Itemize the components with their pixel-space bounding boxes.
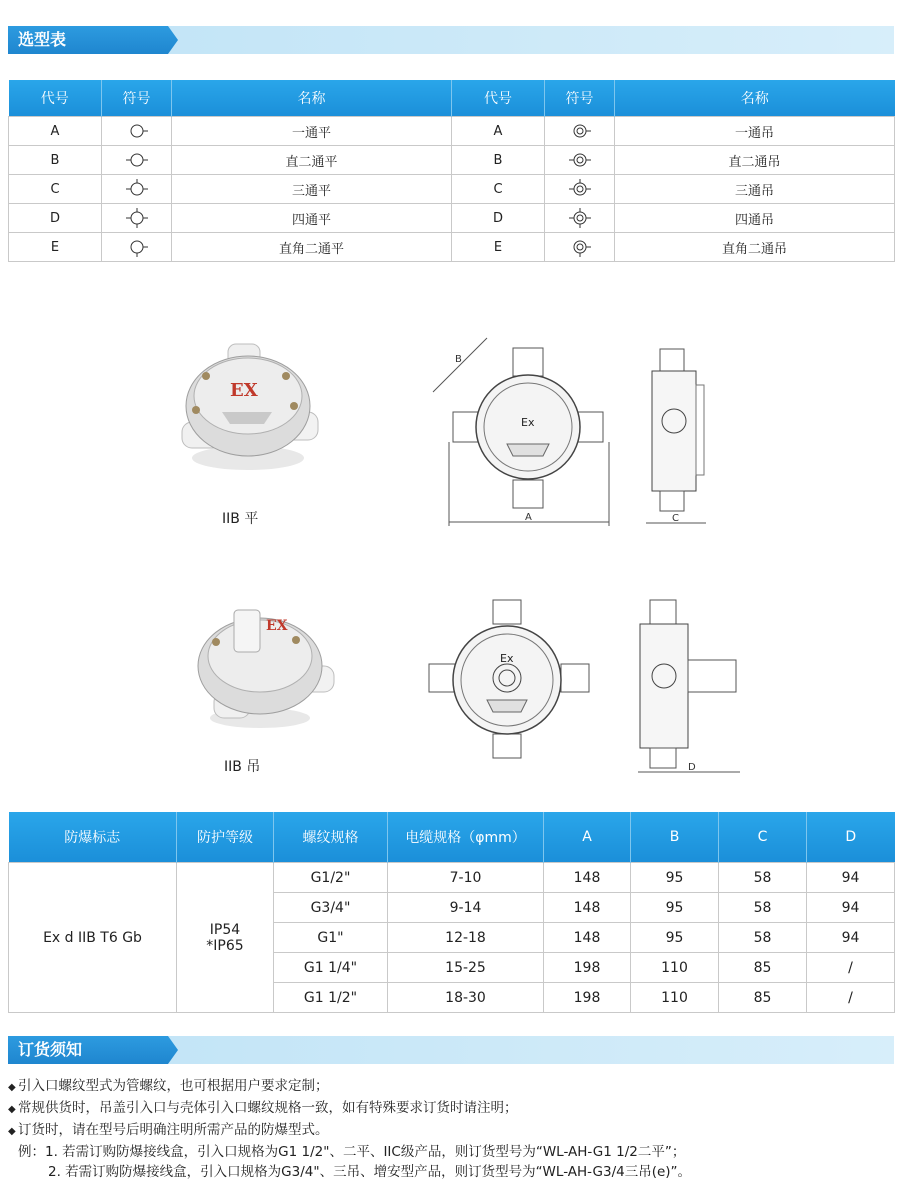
col-header-code: 代号: [452, 80, 545, 117]
dim-label-d-hanging: D: [688, 762, 696, 773]
cell-thread: G1": [274, 923, 388, 953]
table-row: [9, 117, 895, 146]
note-example: 2. 若需订购防爆接线盒，引入口规格为G3/4"、三吊、增安型产品，则订货型号为“WL-AH-G3/4三吊(e)”。: [48, 1164, 692, 1180]
cell-name: 直二通吊: [615, 146, 895, 175]
cell-d: /: [807, 953, 895, 983]
table-row: [9, 204, 895, 233]
one-way-hanging-icon: [566, 120, 594, 142]
cell-c: 58: [719, 893, 807, 923]
table-row: [9, 233, 895, 262]
cell-code: B: [452, 146, 545, 175]
right-angle-two-way-hanging-icon: [566, 236, 594, 258]
cell-name: 直角二通吊: [615, 233, 895, 262]
cell-thread: G1 1/2": [274, 983, 388, 1013]
cell-code: C: [9, 175, 102, 204]
cell-a: 198: [544, 953, 631, 983]
table-row: [9, 175, 895, 204]
cell-cable: 7-10: [388, 863, 544, 893]
cell-symbol: [102, 117, 172, 146]
cell-code: E: [452, 233, 545, 262]
table-row: [9, 146, 895, 175]
col-header-cable: 电缆规格（φmm）: [388, 812, 544, 863]
col-header-d: D: [807, 812, 895, 863]
cell-a: 148: [544, 893, 631, 923]
cell-symbol: [545, 175, 615, 204]
note-example: 例：1. 若需订购防爆接线盒，引入口规格为G1 1/2"、二平、IIC级产品，则订货型号为“WL-AH-G1 1/2二平”；: [18, 1144, 686, 1160]
cell-symbol: [102, 233, 172, 262]
cell-thread: G1 1/4": [274, 953, 388, 983]
cell-name: 直二通平: [172, 146, 452, 175]
four-way-flat-icon: [123, 207, 151, 229]
cell-c: 85: [719, 953, 807, 983]
cell-protection: [177, 863, 274, 1013]
col-header-symbol: 符号: [102, 80, 172, 117]
section-header-ordering: [8, 1036, 894, 1064]
col-header-a: A: [544, 812, 631, 863]
protection-level: IP54: [209, 921, 241, 938]
cell-a: 148: [544, 863, 631, 893]
cell-d: 94: [807, 863, 895, 893]
cell-symbol: [102, 204, 172, 233]
cell-cable: 12-18: [388, 923, 544, 953]
ex-mark-hanging-photo: EX: [266, 618, 288, 634]
dim-label-a-flat: A: [525, 512, 532, 523]
four-way-hanging-icon: [566, 207, 594, 229]
spec-table: [8, 812, 895, 1013]
note-item: ◆ 引入口螺纹型式为管螺纹，也可根据用户要求定制；: [8, 1076, 894, 1098]
section-header-selection: [8, 26, 894, 54]
dim-label-c-flat: C: [672, 513, 679, 524]
cell-cable: 9-14: [388, 893, 544, 923]
flat-box-photo: [168, 340, 328, 480]
col-header-symbol: 符号: [545, 80, 615, 117]
col-header-explosion-mark: 防爆标志: [9, 812, 177, 863]
cell-name: 四通吊: [615, 204, 895, 233]
cell-code: C: [452, 175, 545, 204]
cell-name: 一通吊: [615, 117, 895, 146]
cell-b: 95: [631, 863, 719, 893]
dim-label-b-flat: B: [455, 354, 462, 365]
flat-side-drawing: [640, 345, 710, 530]
cell-d: /: [807, 983, 895, 1013]
cell-symbol: [102, 175, 172, 204]
cell-symbol: [545, 146, 615, 175]
bullet-icon: ◆: [8, 1126, 16, 1137]
col-header-b: B: [631, 812, 719, 863]
cell-cable: 15-25: [388, 953, 544, 983]
cell-b: 110: [631, 983, 719, 1013]
cell-cable: 18-30: [388, 983, 544, 1013]
ex-mark-flat-front: Ex: [521, 416, 535, 429]
cell-name: 三通吊: [615, 175, 895, 204]
straight-two-way-hanging-icon: [566, 149, 594, 171]
cell-symbol: [545, 233, 615, 262]
cell-c: 85: [719, 983, 807, 1013]
hanging-box-photo: [180, 596, 340, 736]
selection-table-header: [9, 80, 895, 117]
col-header-protection: 防护等级: [177, 812, 274, 863]
cell-b: 95: [631, 893, 719, 923]
cell-code: B: [9, 146, 102, 175]
table-row: [9, 863, 895, 893]
cell-thread: G3/4": [274, 893, 388, 923]
protection-level: *IP65: [206, 937, 244, 954]
cell-name: 直角二通平: [172, 233, 452, 262]
cell-d: 94: [807, 893, 895, 923]
cell-code: A: [9, 117, 102, 146]
hanging-front-drawing: [425, 596, 625, 764]
note-item: ◆ 订货时，请在型号后明确注明所需产品的防爆型式。: [8, 1120, 894, 1142]
cell-code: D: [9, 204, 102, 233]
cell-c: 58: [719, 863, 807, 893]
straight-two-way-flat-icon: [123, 149, 151, 171]
selection-table: [8, 80, 895, 262]
three-way-flat-icon: [123, 178, 151, 200]
cell-a: 198: [544, 983, 631, 1013]
section-title: 选型表: [18, 30, 67, 49]
bullet-icon: ◆: [8, 1104, 16, 1115]
col-header-code: 代号: [9, 80, 102, 117]
col-header-thread: 螺纹规格: [274, 812, 388, 863]
cell-name: 一通平: [172, 117, 452, 146]
col-header-c: C: [719, 812, 807, 863]
cell-name: 三通平: [172, 175, 452, 204]
cell-c: 58: [719, 923, 807, 953]
cell-name: 四通平: [172, 204, 452, 233]
cell-symbol: [545, 117, 615, 146]
right-angle-two-way-flat-icon: [123, 236, 151, 258]
flat-front-drawing: [425, 330, 625, 530]
section-title: 订货须知: [18, 1040, 83, 1059]
cell-explosion-mark: Ex d IIB T6 Gb: [9, 863, 177, 1013]
col-header-name: 名称: [172, 80, 452, 117]
flat-caption: IIB 平: [222, 511, 259, 527]
cell-d: 94: [807, 923, 895, 953]
hanging-side-drawing: [632, 596, 744, 778]
note-item: ◆ 常规供货时，吊盖引入口与壳体引入口螺纹规格一致，如有特殊要求订货时请注明；: [8, 1098, 894, 1120]
cell-code: A: [452, 117, 545, 146]
ex-mark-hanging-front: Ex: [500, 652, 514, 665]
cell-b: 110: [631, 953, 719, 983]
cell-code: E: [9, 233, 102, 262]
col-header-name: 名称: [615, 80, 895, 117]
cell-a: 148: [544, 923, 631, 953]
cell-thread: G1/2": [274, 863, 388, 893]
ex-mark-flat-photo: EX: [230, 380, 258, 401]
cell-b: 95: [631, 923, 719, 953]
one-way-flat-icon: [123, 120, 151, 142]
cell-code: D: [452, 204, 545, 233]
bullet-icon: ◆: [8, 1082, 16, 1093]
hanging-caption: IIB 吊: [224, 759, 261, 775]
cell-symbol: [545, 204, 615, 233]
three-way-hanging-icon: [566, 178, 594, 200]
cell-symbol: [102, 146, 172, 175]
ordering-notes: [8, 1076, 894, 1182]
spec-table-header: [9, 812, 895, 863]
